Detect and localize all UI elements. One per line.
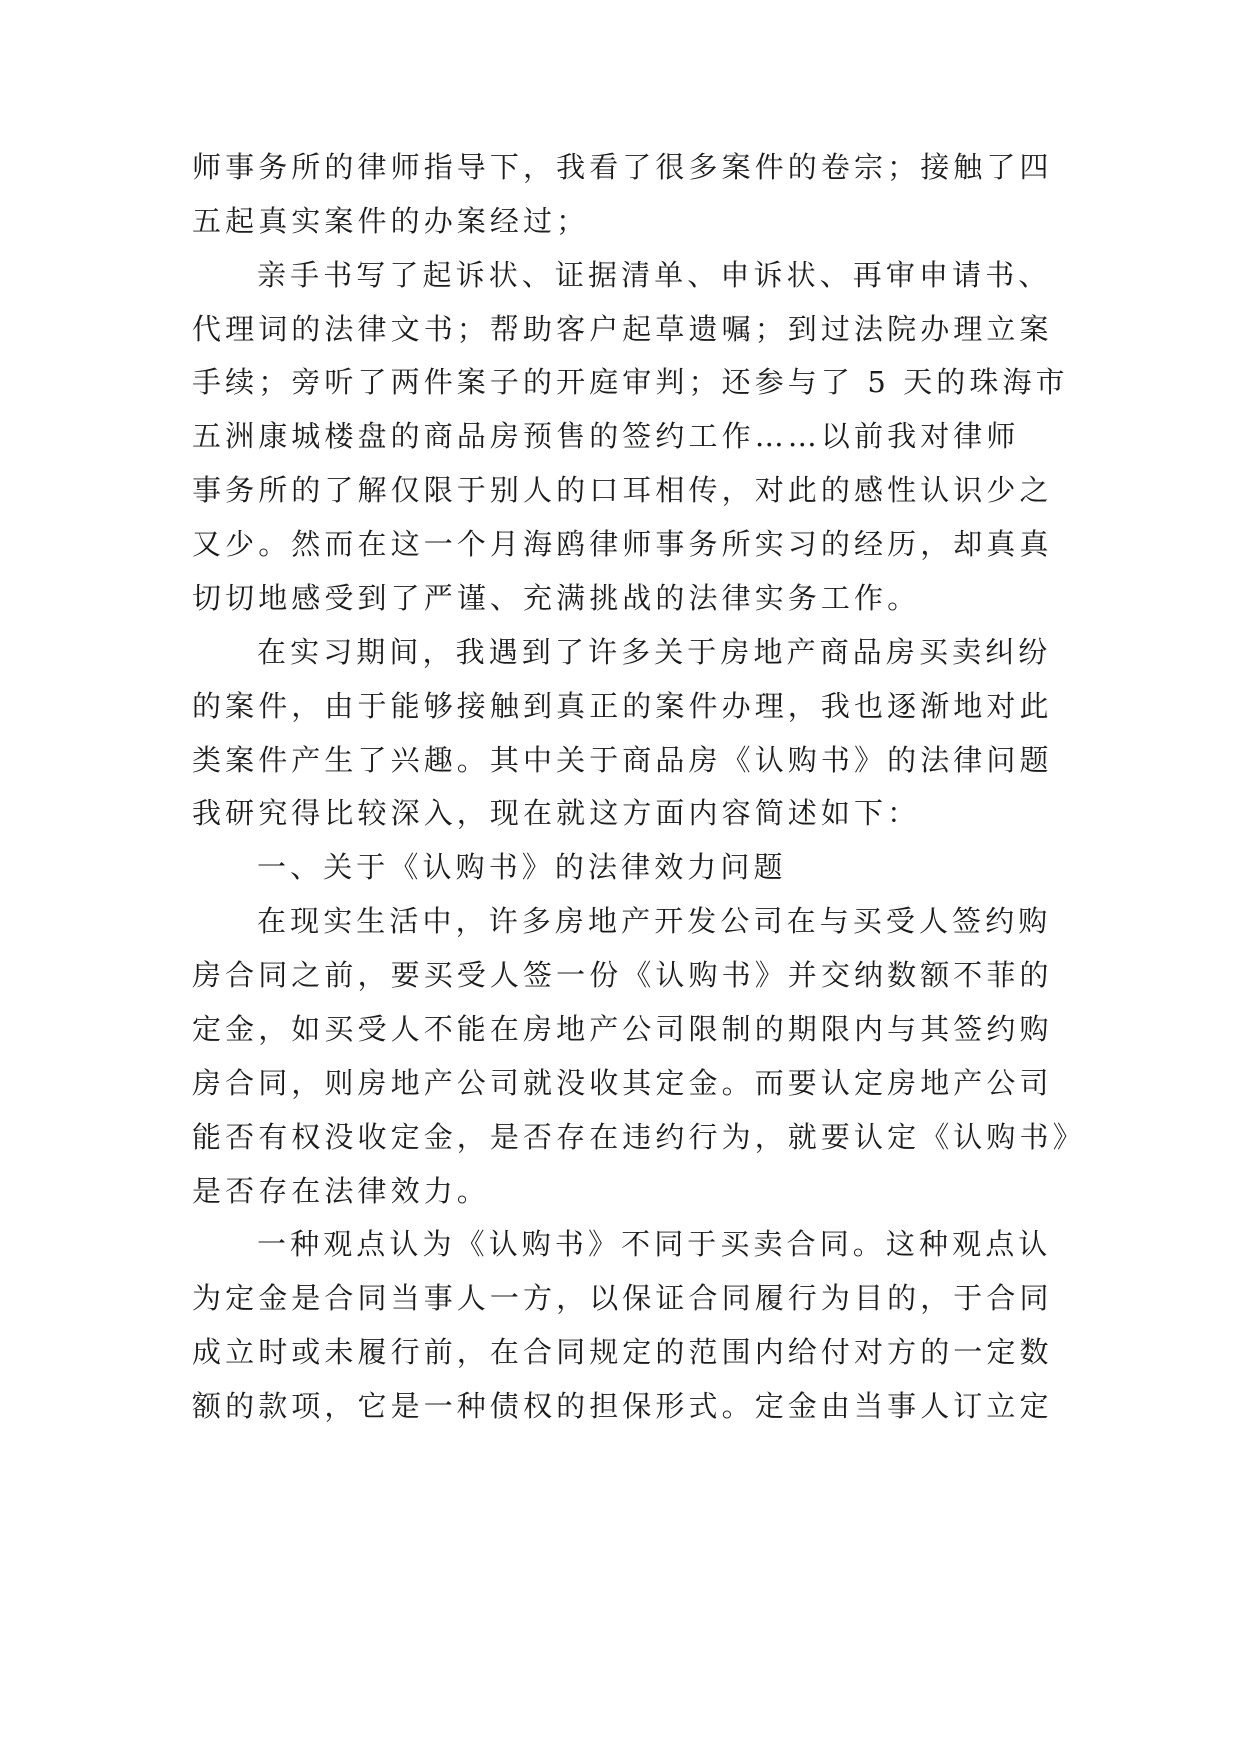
text-line: 房合同之前，要买受人签一份《认购书》并交纳数额不菲的 (192, 958, 1053, 992)
text-line: 成立时或未履行前，在合同规定的范围内给付对方的一定数 (192, 1335, 1053, 1369)
section-heading: 一、关于《认购书》的法律效力问题 (257, 850, 787, 884)
text-line: 的案件，由于能够接触到真正的案件办理，我也逐渐地对此 (192, 689, 1053, 723)
text-line: 能否有权没收定金，是否存在违约行为，就要认定《认购书》 (192, 1120, 1086, 1154)
paragraph-first-line: 在现实生活中，许多房地产开发公司在与买受人签约购 (257, 904, 1052, 938)
paragraph-first-line: 在实习期间，我遇到了许多关于房地产商品房买卖纠纷 (257, 635, 1052, 669)
text-line: 五洲康城楼盘的商品房预售的签约工作……以前我对律师 (192, 419, 1020, 453)
text-line: 切切地感受到了严谨、充满挑战的法律实务工作。 (192, 581, 921, 615)
text-line: 类案件产生了兴趣。其中关于商品房《认购书》的法律问题 (192, 743, 1053, 777)
paragraph-first-line: 亲手书写了起诉状、证据清单、申诉状、再审申请书、 (257, 258, 1052, 292)
text-line: 师事务所的律师指导下，我看了很多案件的卷宗；接触了四 (192, 150, 1053, 184)
paragraph-first-line: 一种观点认为《认购书》不同于买卖合同。这种观点认 (257, 1227, 1052, 1261)
text-line: 为定金是合同当事人一方，以保证合同履行为目的，于合同 (192, 1281, 1053, 1315)
text-line: 事务所的了解仅限于别人的口耳相传，对此的感性认识少之 (192, 473, 1053, 507)
text-line: 房合同，则房地产公司就没收其定金。而要认定房地产公司 (192, 1066, 1053, 1100)
text-line: 手续；旁听了两件案子的开庭审判；还参与了 5 天的珠海市 (192, 365, 1069, 399)
text-line: 额的款项，它是一种债权的担保形式。定金由当事人订立定 (192, 1389, 1053, 1423)
text-line: 又少。然而在这一个月海鸥律师事务所实习的经历，却真真 (192, 527, 1053, 561)
text-line: 我研究得比较深入，现在就这方面内容简述如下： (192, 796, 921, 830)
text-line: 定金，如买受人不能在房地产公司限制的期限内与其签约购 (192, 1012, 1053, 1046)
text-line: 五起真实案件的办案经过； (192, 204, 590, 238)
text-line: 代理词的法律文书；帮助客户起草遗嘱；到过法院办理立案 (192, 312, 1053, 346)
text-line: 是否存在法律效力。 (192, 1174, 490, 1208)
